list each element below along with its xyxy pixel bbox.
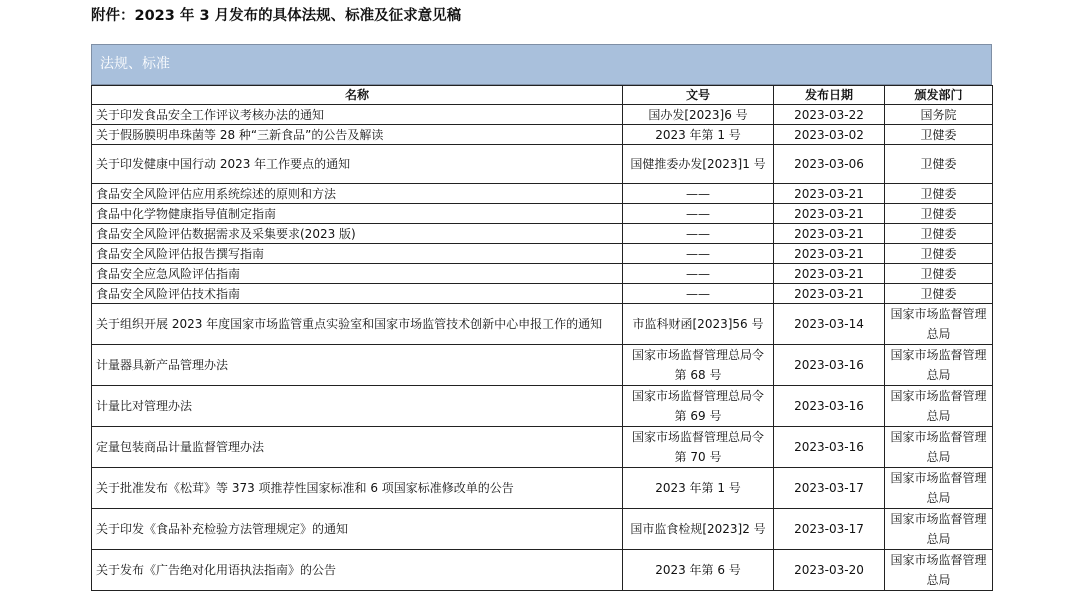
cell-name: 食品安全风险评估技术指南 [92,284,623,304]
cell-date: 2023-03-21 [774,284,885,304]
table-row [92,224,993,244]
cell-doc-number: 国家市场监督管理总局令第 68 号 [623,345,774,386]
cell-date: 2023-03-21 [774,204,885,224]
cell-doc-number: 国家市场监督管理总局令第 69 号 [623,386,774,427]
cell-department: 卫健委 [885,125,993,145]
cell-doc-number: 国市监食检规[2023]2 号 [623,509,774,550]
cell-name: 关于组织开展 2023 年度国家市场监管重点实验室和国家市场监管技术创新中心申报工作的通知 [92,304,623,345]
cell-date: 2023-03-14 [774,304,885,345]
cell-name: 关于印发食品安全工作评议考核办法的通知 [92,105,623,125]
column-header-name: 名称 [92,86,623,105]
cell-date: 2023-03-16 [774,427,885,468]
cell-department: 国务院 [885,105,993,125]
cell-department: 卫健委 [885,244,993,264]
cell-doc-number: 国健推委办发[2023]1 号 [623,145,774,184]
cell-doc-number: 国办发[2023]6 号 [623,105,774,125]
cell-name: 关于假肠膜明串珠菌等 28 种“三新食品”的公告及解读 [92,125,623,145]
cell-date: 2023-03-06 [774,145,885,184]
cell-department: 国家市场监督管理总局 [885,509,993,550]
cell-doc-number: —— [623,184,774,204]
cell-name: 关于印发《食品补充检验方法管理规定》的通知 [92,509,623,550]
table-row [92,264,993,284]
cell-department: 国家市场监督管理总局 [885,468,993,509]
cell-date: 2023-03-16 [774,386,885,427]
cell-date: 2023-03-20 [774,550,885,591]
cell-date: 2023-03-21 [774,224,885,244]
cell-date: 2023-03-21 [774,184,885,204]
cell-department: 国家市场监督管理总局 [885,427,993,468]
table-row [92,105,993,125]
cell-department: 卫健委 [885,264,993,284]
cell-name: 定量包装商品计量监督管理办法 [92,427,623,468]
cell-doc-number: —— [623,244,774,264]
cell-doc-number: 2023 年第 1 号 [623,468,774,509]
cell-department: 卫健委 [885,204,993,224]
cell-department: 国家市场监督管理总局 [885,386,993,427]
cell-name: 食品中化学物健康指导值制定指南 [92,204,623,224]
column-header-doc-number: 文号 [623,86,774,105]
table-row [92,125,993,145]
table-header-row [92,86,993,105]
table-row [92,427,993,468]
cell-name: 关于发布《广告绝对化用语执法指南》的公告 [92,550,623,591]
cell-name: 食品安全风险评估报告撰写指南 [92,244,623,264]
cell-name: 食品安全应急风险评估指南 [92,264,623,284]
table-row [92,304,993,345]
cell-date: 2023-03-21 [774,244,885,264]
table-row [92,509,993,550]
cell-department: 国家市场监督管理总局 [885,345,993,386]
table-row [92,345,993,386]
table-row [92,145,993,184]
table-row [92,284,993,304]
cell-department: 卫健委 [885,284,993,304]
cell-name: 食品安全风险评估应用系统综述的原则和方法 [92,184,623,204]
cell-date: 2023-03-16 [774,345,885,386]
cell-date: 2023-03-17 [774,468,885,509]
table-row [92,244,993,264]
cell-department: 卫健委 [885,145,993,184]
cell-department: 卫健委 [885,184,993,204]
document-title: 附件：2023 年 3 月发布的具体法规、标准及征求意见稿 [91,8,462,24]
cell-name: 计量比对管理办法 [92,386,623,427]
cell-doc-number: —— [623,204,774,224]
cell-doc-number: —— [623,284,774,304]
cell-date: 2023-03-17 [774,509,885,550]
cell-name: 计量器具新产品管理办法 [92,345,623,386]
table-body [92,105,993,591]
cell-department: 国家市场监督管理总局 [885,304,993,345]
cell-date: 2023-03-21 [774,264,885,284]
cell-doc-number: 市监科财函[2023]56 号 [623,304,774,345]
cell-name: 关于印发健康中国行动 2023 年工作要点的通知 [92,145,623,184]
column-header-date: 发布日期 [774,86,885,105]
cell-date: 2023-03-02 [774,125,885,145]
table-row [92,204,993,224]
column-header-department: 颁发部门 [885,86,993,105]
cell-department: 国家市场监督管理总局 [885,550,993,591]
table-row [92,184,993,204]
section-header: 法规、标准 [91,44,992,85]
cell-doc-number: 2023 年第 1 号 [623,125,774,145]
cell-date: 2023-03-22 [774,105,885,125]
cell-name: 关于批准发布《松茸》等 373 项推荐性国家标准和 6 项国家标准修改单的公告 [92,468,623,509]
cell-doc-number: —— [623,224,774,244]
table-row [92,386,993,427]
cell-name: 食品安全风险评估数据需求及采集要求(2023 版) [92,224,623,244]
regulations-table [91,85,993,591]
cell-department: 卫健委 [885,224,993,244]
table-row [92,550,993,591]
regulations-table-container [91,44,992,591]
table-row [92,468,993,509]
cell-doc-number: —— [623,264,774,284]
cell-doc-number: 2023 年第 6 号 [623,550,774,591]
cell-doc-number: 国家市场监督管理总局令第 70 号 [623,427,774,468]
